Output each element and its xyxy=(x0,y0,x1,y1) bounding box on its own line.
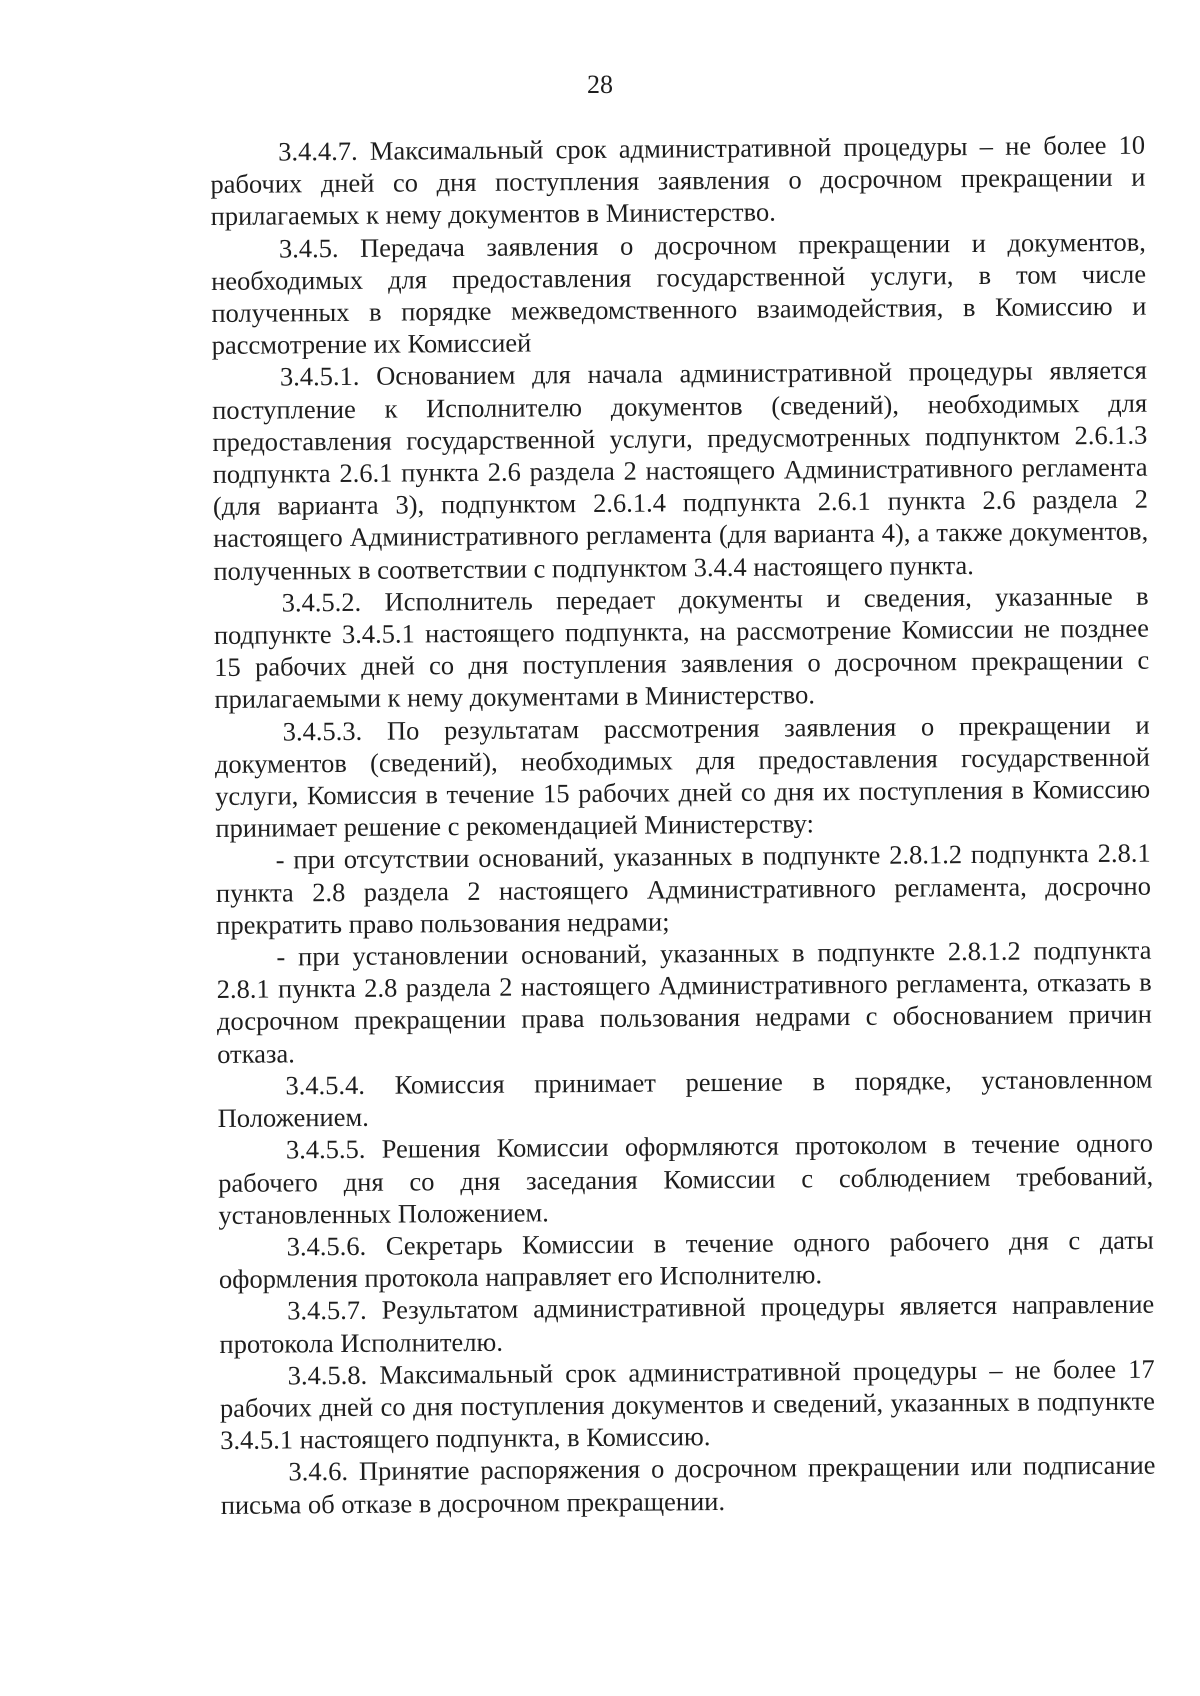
paragraph-3-4-5-5: 3.4.5.5. Решения Комиссии оформляются протоколом в течение одного рабочего дня со дня заседания Комиссии с соблюдением требований, установленных Положением. xyxy=(218,1127,1154,1230)
document-body xyxy=(210,129,1156,1521)
paragraph-3-4-5-4: 3.4.5.4. Комиссия принимает решение в порядке, установленном Положением. xyxy=(217,1063,1153,1134)
paragraph-3-4-5: 3.4.5. Передача заявления о досрочном прекращении и документов, необходимых для предоставления государственной услуги, в том числе полученных в порядке межведомственного взаимодействия, в Комиссию и рассмотрение их Комиссией xyxy=(211,226,1147,361)
page-number: 28 xyxy=(587,70,613,99)
paragraph-3-4-6: 3.4.6. Принятие распоряжения о досрочном прекращении или подписание письма об отказе в досрочном прекращении. xyxy=(220,1449,1156,1520)
paragraph-3-4-5-3: 3.4.5.3. По результатам рассмотрения заявления о прекращении и документов (сведений), необходимых для предоставления государственной услуги, Комиссия в течение 15 рабочих дней со дня их поступления в Комиссию принимает решение с рекомендацией Министерству: xyxy=(214,709,1151,844)
list-item: - при установлении оснований, указанных в подпункте 2.8.1.2 подпункта 2.8.1 пункта 2.8 раздела 2 настоящего Административного регламента, отказать в досрочном прекращении права пользования недрами с обоснованием причин отказа. xyxy=(216,934,1153,1069)
paragraph-3-4-5-6: 3.4.5.6. Секретарь Комиссии в течение одного рабочего дня с даты оформления протокола направляет его Исполнителю. xyxy=(218,1224,1154,1295)
paragraph-3-4-5-2: 3.4.5.2. Исполнитель передает документы и сведения, указанные в подпункте 3.4.5.1 настоящего подпункта, на рассмотрение Комиссии не позднее 15 рабочих дней со дня поступления заявления о досрочном прекращении с прилагаемыми к нему документами в Министерство. xyxy=(213,580,1150,715)
paragraph-3-4-5-1: 3.4.5.1. Основанием для начала административной процедуры является поступление к Исполнителю документов (сведений), необходимых для предоставления государственной услуги, предусмотренных подпунктом 2.6.1.3 подпункта 2.6.1 пункта 2.6 раздела 2 настоящего Административного регламента (для варианта 3), подпунктом 2.6.1.4 подпункта 2.6.1 пункта 2.6 раздела 2 настоящего Административного регламента (для варианта 4), а также документов, полученных в соответствии с подпунктом 3.4.4 настоящего пункта. xyxy=(212,355,1149,586)
list-item: - при отсутствии оснований, указанных в подпункте 2.8.1.2 подпункта 2.8.1 пункта 2.8 раздела 2 настоящего Административного регламента, досрочно прекратить право пользования недрами; xyxy=(215,838,1152,940)
paragraph-3-4-4-7: 3.4.4.7. Максимальный срок административной процедуры – не более 10 рабочих дней со дня поступления заявления о досрочном прекращении и прилагаемых к нему документов в Министерство. xyxy=(210,129,1146,232)
paragraph-3-4-5-8: 3.4.5.8. Максимальный срок административной процедуры – не более 17 рабочих дней со дня поступления документов и сведений, указанных в подпункте 3.4.5.1 настоящего подпункта, в Комиссию. xyxy=(219,1353,1156,1456)
paragraph-3-4-5-7: 3.4.5.7. Результатом административной процедуры является направление протокола Исполнителю. xyxy=(219,1288,1155,1359)
